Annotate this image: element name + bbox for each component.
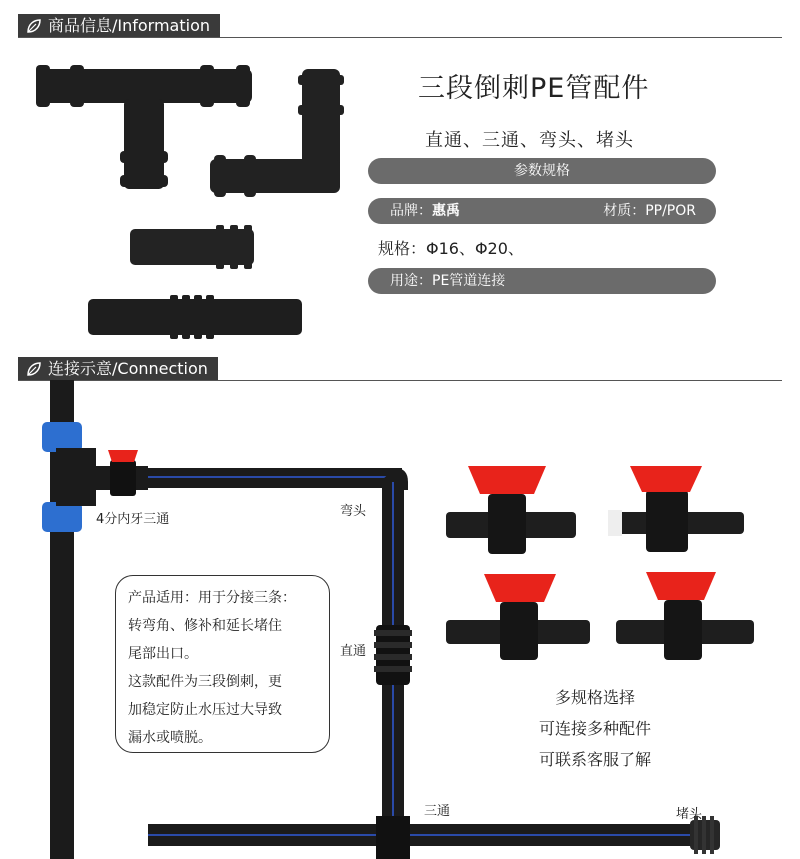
leaf-icon bbox=[26, 361, 42, 377]
callout-line: 产品适用：用于分接三条： bbox=[128, 590, 296, 606]
callout-line: 这款配件为三段倒刺，更 bbox=[128, 674, 282, 690]
valves-image bbox=[440, 460, 760, 660]
usage-row bbox=[368, 268, 716, 294]
divider bbox=[18, 37, 782, 38]
section-header-connection bbox=[18, 357, 218, 381]
plug-label: 堵头 bbox=[676, 807, 703, 822]
callout-line: 转弯角、修补和延长堵住 bbox=[128, 618, 282, 634]
params-header bbox=[368, 158, 716, 184]
options-line: 多规格选择 bbox=[554, 688, 635, 707]
straight-label: 直通 bbox=[340, 644, 367, 659]
tee2-label: 三通 bbox=[424, 804, 451, 819]
options-line: 可连接多种配件 bbox=[538, 719, 651, 738]
options-text bbox=[510, 682, 680, 775]
elbow-label: 弯头 bbox=[340, 504, 367, 519]
brand-material-row bbox=[368, 198, 716, 224]
leaf-icon bbox=[26, 18, 42, 34]
product-types: 直通、三通、弯头、堵头 bbox=[425, 130, 634, 151]
brand-label: 品牌： bbox=[390, 203, 432, 219]
brand-field bbox=[390, 198, 460, 224]
callout-line: 漏水或喷脱。 bbox=[128, 730, 212, 746]
options-line: 可联系客服了解 bbox=[538, 750, 651, 769]
spec-text: 规格：Φ16、Φ20、 bbox=[378, 239, 524, 258]
brand-value: 惠禹 bbox=[432, 203, 460, 219]
fittings-image bbox=[30, 55, 360, 345]
section-title: 连接示意/Connection bbox=[48, 359, 208, 378]
callout-line: 加稳定防止水压过大导致 bbox=[128, 702, 282, 718]
material-field: 材质：PP/POR bbox=[603, 203, 696, 219]
product-title: 三段倒刺PE管配件 bbox=[418, 73, 650, 104]
section-header-information bbox=[18, 14, 220, 38]
section-title: 商品信息/Information bbox=[48, 16, 211, 35]
callout-line: 尾部出口。 bbox=[128, 646, 198, 662]
usage-callout bbox=[115, 575, 330, 753]
tee-label: 4分内牙三通 bbox=[96, 512, 170, 527]
params-header-text: 参数规格 bbox=[514, 163, 570, 179]
usage-text: 用途：PE管道连接 bbox=[390, 273, 506, 289]
